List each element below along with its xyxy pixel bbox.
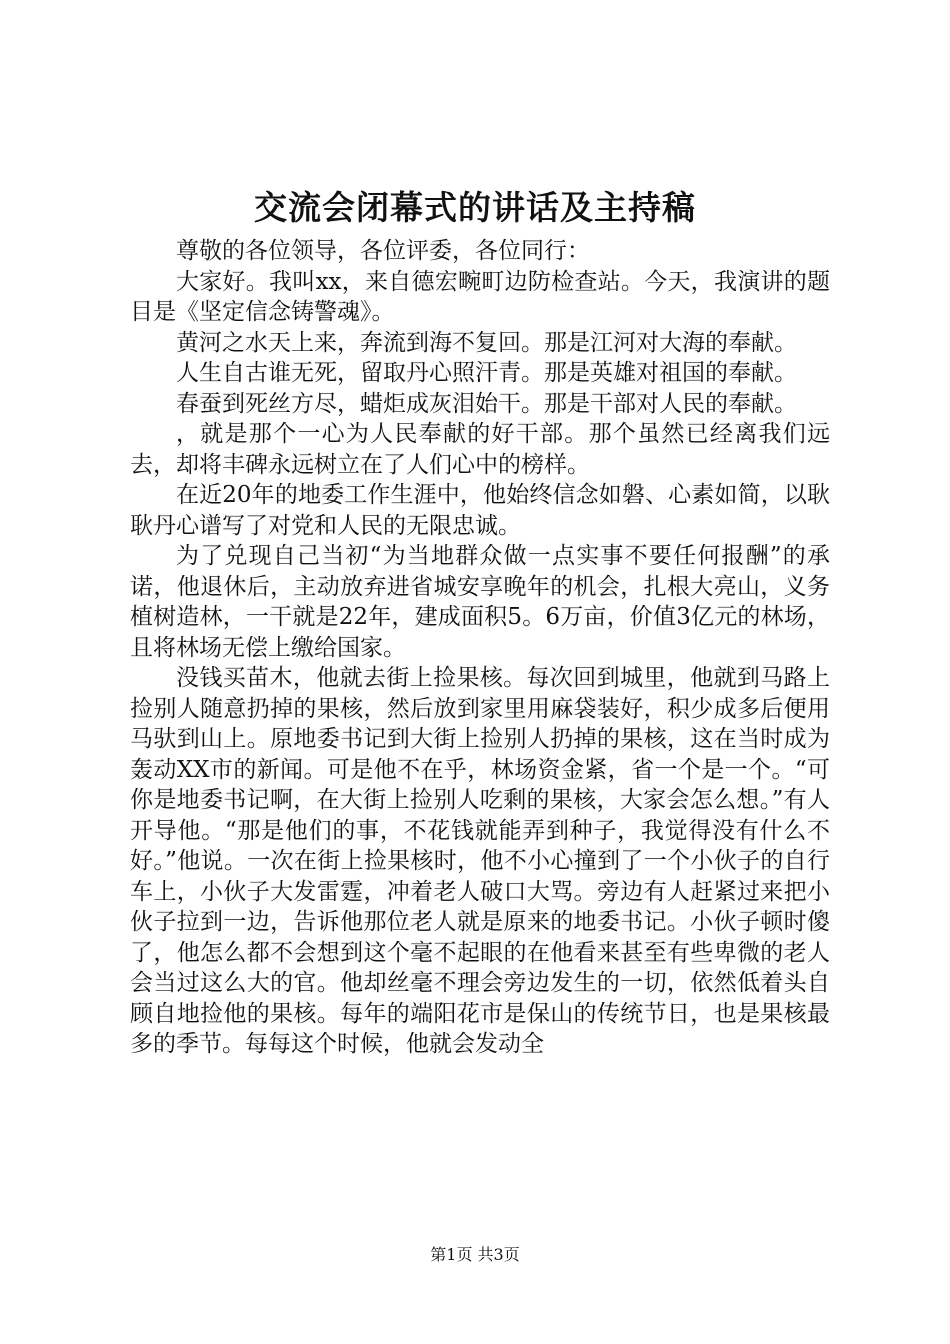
document-title: 交流会闭幕式的讲话及主持稿 bbox=[254, 188, 696, 227]
paragraph-career: 在近20年的地委工作生涯中，他始终信念如磐、心素如简，以耿耿丹心谱写了对党和人民的无限忠诚。 bbox=[130, 482, 830, 539]
paragraph-introduction: 大家好。我叫xx，来自德宏畹町边防检查站。今天，我演讲的题目是《坚定信念铸警魂》。 bbox=[130, 268, 830, 325]
paragraph-silkworm: 春蚕到死丝方尽，蜡炬成灰泪始干。那是干部对人民的奉献。 bbox=[176, 390, 797, 417]
paragraph-river: 黄河之水天上来，奔流到海不复回。那是江河对大海的奉献。 bbox=[176, 329, 797, 356]
paragraph-promise: 为了兑现自己当初“为当地群众做一点实事不要任何报酬”的承诺，他退休后，主动放弃进省城安享晚年的机会，扎根大亮山，义务植树造林，一干就是22年，建成面积5。6万亩，价值3亿元的林场，且将林场无偿上缴给国家。 bbox=[130, 543, 830, 661]
page-number: 第1页 共3页 bbox=[430, 1245, 520, 1264]
document-body bbox=[130, 236, 830, 1060]
paragraph-good-cadre: ，就是那个一心为人民奉献的好干部。那个虽然已经离我们远去，却将丰碑永远树立在了人们心中的榜样。 bbox=[130, 421, 830, 478]
paragraph-fruit-pits: 没钱买苗木，他就去街上捡果核。每次回到城里，他就到马路上捡别人随意扔掉的果核，然后放到家里用麻袋装好，积少成多后便用马驮到山上。原地委书记到大街上捡别人扔掉的果核，这在当时成为轰动XX市的新闻。可是他不在乎，林场资金紧，省一个是一个。“可你是地委书记啊，在大街上捡别人吃剩的果核，大家会怎么想。”有人开导他。“那是他们的事，不花钱就能弄到种子，我觉得没有什么不好。”他说。一次在街上捡果核时，他不小心撞到了一个小伙子的自行车上，小伙子大发雷霆，冲着老人破口大骂。旁边有人赶紧过来把小伙子拉到一边，告诉他那位老人就是原来的地委书记。小伙子顿时傻了，他怎么都不会想到这个毫不起眼的在他看来甚至有些卑微的老人会当过这么大的官。他却丝毫不理会旁边发生的一切，依然低着头自顾自地捡他的果核。每年的端阳花市是保山的传统节日，也是果核最多的季节。每每这个时候，他就会发动全 bbox=[130, 665, 830, 1057]
paragraph-salutation: 尊敬的各位领导，各位评委，各位同行： bbox=[176, 238, 590, 264]
paragraph-hero: 人生自古谁无死，留取丹心照汗青。那是英雄对祖国的奉献。 bbox=[176, 360, 797, 386]
